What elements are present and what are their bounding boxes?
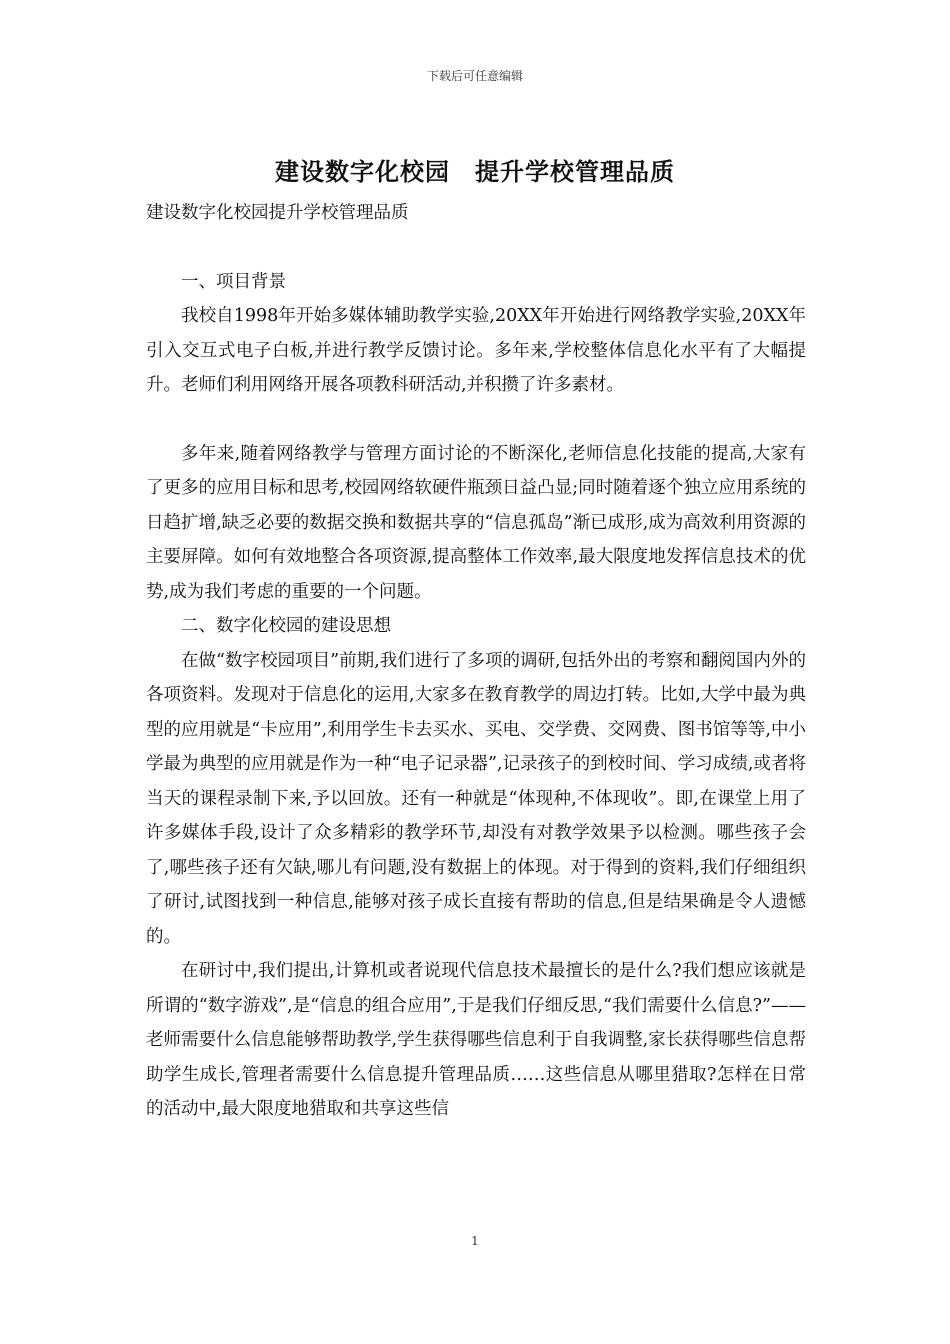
spacer [146, 231, 806, 265]
paragraph-bottleneck: 多年来,随着网络教学与管理方面讨论的不断深化,老师信息化技能的提高,大家有了更多的应用目标和思考,校园网络软硬件瓶颈日益凸显;同时随着逐个独立应用系统的日趋扩增,缺乏必要的数据交换和数据共享的“信息孤岛”渐已成形,成为高效利用资源的主要屏障。如何有效地整合各项资源,提高整体工作效率,最大限度地发挥信息技术的优势,成为我们考虑的重要的一个问题。 [146, 443, 806, 602]
paragraph-discussion: 在研讨中,我们提出,计算机或者说现代信息技术最擅长的是什么?我们想应该就是所谓的“数字游戏”,是“信息的组合应用”,于是我们仔细反思,“我们需要什么信息?”——老师需要什么信息能够帮助教学,学生获得哪些信息利于自我调整,家长获得哪些信息帮助学生成长,管理者需要什么信息提升管理品质……这些信息从哪里猎取?怎样在日常的活动中,最大限度地猎取和共享这些信 [146, 961, 806, 1119]
header-note: 下载后可任意编辑 [426, 69, 523, 83]
section-heading-background: 一、项目背景 [181, 271, 286, 292]
document-subtitle: 建设数字化校园提升学校管理品质 [146, 203, 409, 223]
page-number: 1 [471, 1234, 479, 1248]
paragraph-research: 在做“数字校园项目”前期,我们进行了多项的调研,包括外出的考察和翻阅国内外的各项资料。发现对于信息化的运用,大家多在教育教学的周边打转。比如,大学中最为典型的应用就是“卡应用”,利用学生卡去买水、买电、交学费、交网费、图书馆等等,中小学最为典型的应用就是作为一种“电子记录器”,记录孩子的到校时间、学习成绩,或者将当天的课程录制下来,予以回放。还有一种就是“体现种,不体现收”。即,在课堂上用了许多媒体手段,设计了众多精彩的教学环节,却没有对教学效果予以检测。哪些孩子会了,哪些孩子还有欠缺,哪儿有问题,没有数据上的体现。对于得到的资料,我们仔细组织了研讨,试图找到一种信息,能够对孩子成长直接有帮助的信息,但是结果确是令人遗憾的。 [146, 650, 806, 947]
document-title: 建设数字化校园 提升学校管理品质 [275, 157, 675, 186]
section-heading-concept: 二、数字化校园的建设思想 [181, 616, 391, 636]
paragraph-background: 我校自1998年开始多媒体辅助教学实验,20XX年开始进行网络教学实验,20XX年引入交互式电子白板,并进行教学反馈讨论。多年来,学校整体信息化水平有了大幅提升。老师们利用网络开展各项教科研活动,并积攒了许多素材。 [146, 306, 806, 395]
spacer [146, 403, 806, 437]
document-body [146, 196, 806, 1127]
